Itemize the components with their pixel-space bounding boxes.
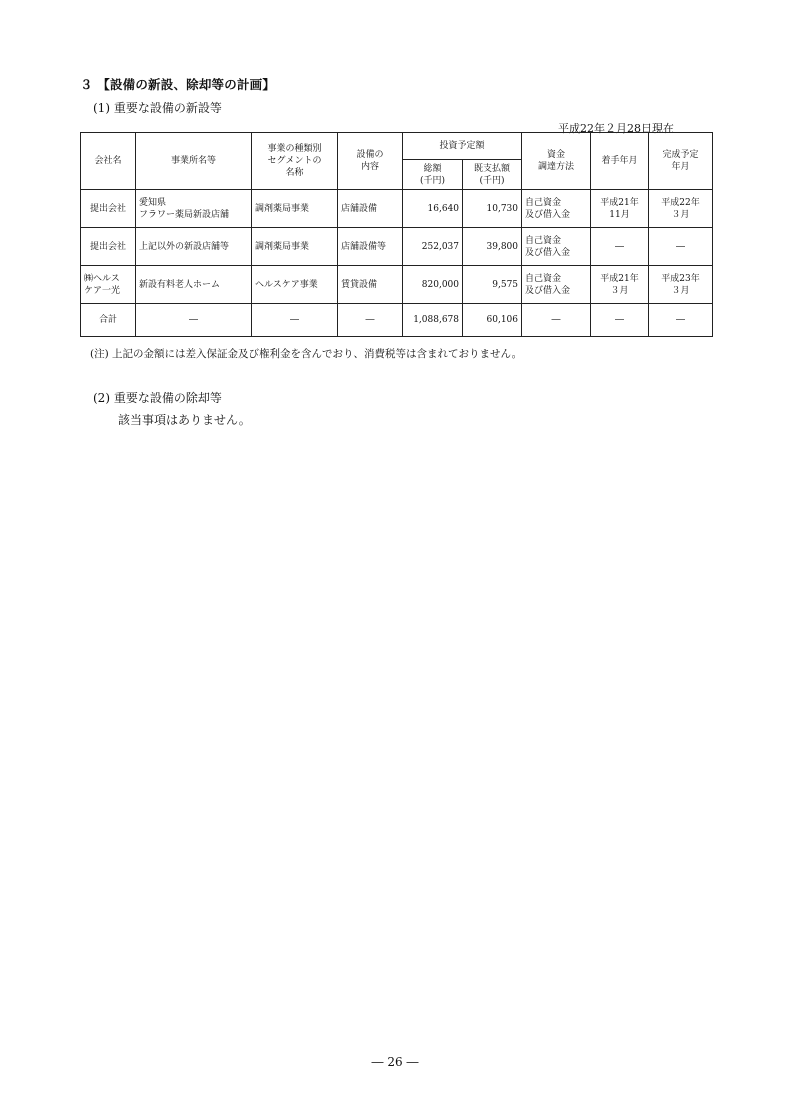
- header-complete-line: 年月: [671, 162, 690, 172]
- cell-total: 1,088,678: [403, 304, 463, 337]
- section-heading: ３ 【設備の新設、除却等の計画】: [80, 77, 276, 92]
- header-equipment: [338, 133, 403, 190]
- cell-segment: ヘルスケア事業: [252, 266, 338, 304]
- cell-complete: ―: [649, 228, 713, 266]
- cell-equipment: 賃貸設備: [338, 266, 403, 304]
- cell-start-line: 11月: [609, 209, 630, 220]
- cell-start: ―: [591, 228, 649, 266]
- cell-funding-line: 及び借入金: [525, 209, 571, 220]
- cell-start: ―: [591, 304, 649, 337]
- cell-company: 提出会社: [81, 228, 136, 266]
- cell-total: 820,000: [403, 266, 463, 304]
- cell-segment: 調剤薬局事業: [252, 228, 338, 266]
- total-row: [81, 304, 713, 337]
- header-total-line: (千円): [419, 175, 446, 186]
- cell-complete: ―: [649, 304, 713, 337]
- cell-equipment: 店舗設備等: [338, 228, 403, 266]
- header-office: 事業所名等: [136, 133, 252, 190]
- header-segment: [252, 133, 338, 190]
- header-funding-line: 資金: [547, 150, 566, 160]
- cell-funding-line: 自己資金: [525, 273, 562, 284]
- cell-complete-line: ３月: [671, 285, 690, 296]
- header-segment-line: 名称: [285, 168, 304, 178]
- cell-office: 上記以外の新設店舗等: [136, 228, 252, 266]
- cell-funding: ―: [522, 304, 591, 337]
- header-paid-line: (千円): [479, 175, 505, 186]
- disposal-text: 該当事項はありません。: [118, 413, 251, 427]
- cell-paid: 39,800: [463, 228, 522, 266]
- header-company: 会社名: [81, 133, 136, 190]
- table-row: [81, 228, 713, 266]
- cell-start: [591, 266, 649, 304]
- header-complete: [649, 133, 713, 190]
- header-segment-line: セグメントの: [267, 156, 322, 166]
- table-note: (注) 上記の金額には差入保証金及び権利金を含んでおり、消費税等は含まれておりません。: [90, 348, 523, 360]
- cell-total: 16,640: [403, 190, 463, 228]
- cell-office-line: フラワー薬局新設店舗: [139, 209, 230, 220]
- cell-complete-line: ３月: [671, 209, 690, 220]
- cell-paid: 60,106: [463, 304, 522, 337]
- cell-funding-line: 及び借入金: [525, 285, 571, 296]
- cell-start: [591, 190, 649, 228]
- as-of-date: 平成22年２月28日現在: [558, 122, 674, 135]
- equipment-plan-table: [80, 132, 713, 337]
- header-funding-line: 調達方法: [538, 162, 575, 172]
- cell-company-line: ㈱ヘルス: [84, 273, 120, 284]
- cell-company: 提出会社: [81, 190, 136, 228]
- cell-equipment: ―: [338, 304, 403, 337]
- cell-company: [81, 266, 136, 304]
- cell-start-line: 平成21年: [600, 197, 639, 208]
- cell-office: ―: [136, 304, 252, 337]
- subsection-disposal: (2) 重要な設備の除却等: [93, 391, 222, 405]
- page-number: ― 26 ―: [371, 1055, 419, 1069]
- cell-funding-line: 及び借入金: [525, 247, 571, 258]
- header-funding: [522, 133, 591, 190]
- header-segment-line: 事業の種類別: [267, 144, 322, 154]
- cell-funding: [522, 228, 591, 266]
- cell-funding: [522, 266, 591, 304]
- cell-office-line: 愛知県: [139, 197, 167, 208]
- header-total: [403, 160, 463, 190]
- header-complete-line: 完成予定: [662, 150, 699, 160]
- cell-funding: [522, 190, 591, 228]
- header-equipment-line: 設備の: [356, 150, 384, 160]
- cell-company-line: ケア一光: [84, 285, 121, 296]
- cell-complete-line: 平成22年: [661, 197, 700, 208]
- header-paid: [463, 160, 522, 190]
- cell-equipment: 店舗設備: [338, 190, 403, 228]
- header-planned-investment: 投資予定額: [403, 133, 522, 160]
- header-paid-line: 既支払額: [474, 163, 511, 174]
- cell-funding-line: 自己資金: [525, 235, 562, 246]
- cell-funding-line: 自己資金: [525, 197, 562, 208]
- cell-complete: [649, 266, 713, 304]
- cell-office: 新設有料老人ホーム: [136, 266, 252, 304]
- cell-total-label: 合計: [81, 304, 136, 337]
- cell-segment: 調剤薬局事業: [252, 190, 338, 228]
- table-row: [81, 190, 713, 228]
- cell-complete: [649, 190, 713, 228]
- subsection-new-equipment: (1) 重要な設備の新設等: [93, 101, 222, 115]
- cell-start-line: 平成21年: [600, 273, 639, 284]
- table-row: [81, 266, 713, 304]
- cell-segment: ―: [252, 304, 338, 337]
- cell-office: [136, 190, 252, 228]
- cell-paid: 9,575: [463, 266, 522, 304]
- cell-total: 252,037: [403, 228, 463, 266]
- cell-paid: 10,730: [463, 190, 522, 228]
- header-equipment-line: 内容: [360, 162, 379, 172]
- cell-start-line: ３月: [610, 285, 629, 296]
- header-total-line: 総額: [423, 163, 442, 174]
- header-start: 着手年月: [591, 133, 649, 190]
- cell-complete-line: 平成23年: [661, 273, 700, 284]
